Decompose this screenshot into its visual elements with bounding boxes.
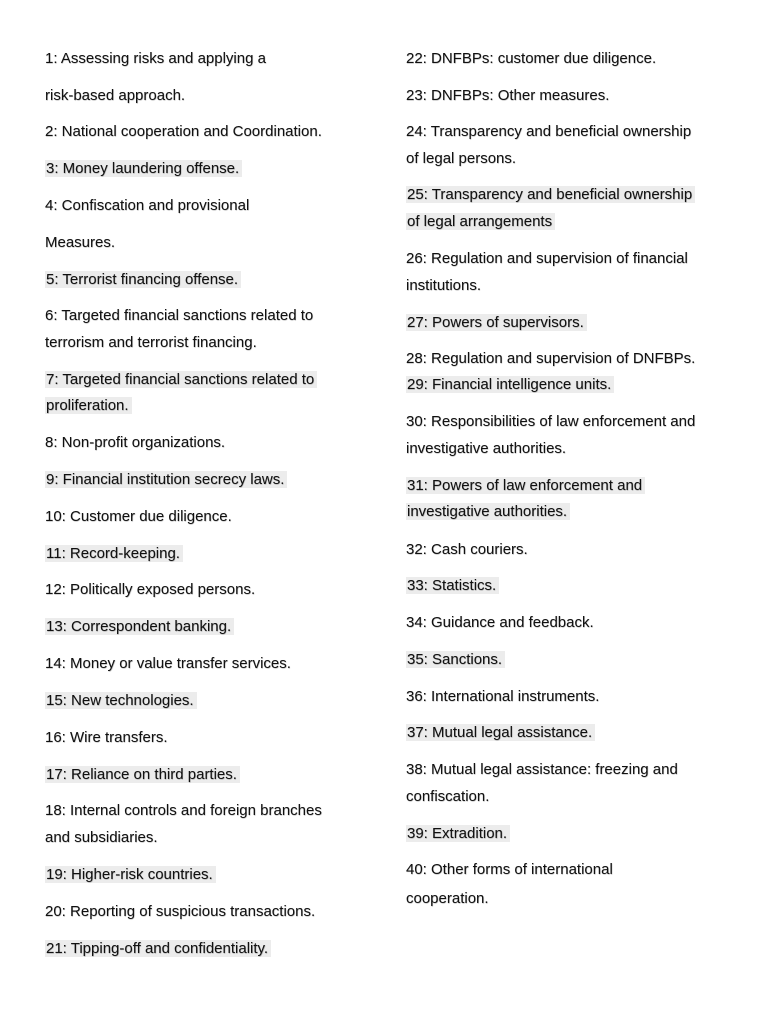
- recommendation-line: [406, 649, 505, 671]
- recommendation-line: [406, 859, 613, 881]
- recommendation-line: [406, 686, 599, 708]
- recommendation-line: [406, 275, 481, 297]
- recommendation-line: [406, 501, 570, 523]
- recommendation-text: 14: Money or value transfer services.: [45, 655, 291, 672]
- recommendation-line: [406, 48, 656, 70]
- recommendation-text: 8: Non-profit organizations.: [45, 434, 226, 451]
- recommendation-text: 28: Regulation and supervision of DNFBPs.: [406, 350, 696, 367]
- recommendation-line: [406, 786, 489, 808]
- recommendation-line: [406, 539, 528, 561]
- recommendation-text: of legal persons.: [406, 150, 517, 167]
- recommendation-text: 22: DNFBPs: customer due diligence.: [406, 50, 657, 67]
- recommendation-line: [45, 395, 132, 417]
- recommendation-line: [45, 332, 257, 354]
- recommendation-text: Measures.: [45, 234, 116, 251]
- recommendation-line: [406, 575, 499, 597]
- recommendation-line: [406, 85, 609, 107]
- recommendation-line: [406, 348, 695, 370]
- recommendation-line: [45, 269, 241, 291]
- recommendation-line: [45, 938, 271, 960]
- recommendation-line: [45, 195, 249, 217]
- recommendation-text: 11: Record-keeping.: [45, 545, 183, 562]
- recommendation-text: 29: Financial intelligence units.: [406, 376, 614, 393]
- recommendation-line: [406, 248, 688, 270]
- recommendation-text: 1: Assessing risks and applying a: [45, 50, 266, 67]
- recommendation-line: [45, 827, 158, 849]
- recommendation-line: [45, 506, 232, 528]
- recommendation-text: of legal arrangements: [406, 213, 555, 230]
- recommendation-line: [406, 823, 510, 845]
- recommendation-text: 35: Sanctions.: [406, 651, 505, 668]
- recommendation-text: 12: Politically exposed persons.: [45, 581, 256, 598]
- recommendation-text: 21: Tipping-off and confidentiality.: [45, 940, 271, 957]
- recommendation-text: 15: New technologies.: [45, 692, 197, 709]
- recommendation-text: investigative authorities.: [406, 503, 570, 520]
- recommendation-text: 9: Financial institution secrecy laws.: [45, 471, 287, 488]
- recommendation-text: 17: Reliance on third parties.: [45, 766, 240, 783]
- recommendation-text: 19: Higher-risk countries.: [45, 866, 216, 883]
- recommendation-line: [406, 475, 645, 497]
- recommendation-text: institutions.: [406, 277, 482, 294]
- recommendation-text: 23: DNFBPs: Other measures.: [406, 87, 610, 104]
- recommendation-line: [45, 305, 313, 327]
- recommendation-line: [45, 579, 255, 601]
- recommendation-line: [406, 759, 678, 781]
- recommendation-text: 6: Targeted financial sanctions related to: [45, 307, 314, 324]
- recommendation-text: 34: Guidance and feedback.: [406, 614, 594, 631]
- recommendation-text: 32: Cash couriers.: [406, 541, 528, 558]
- recommendation-line: [45, 653, 291, 675]
- recommendation-line: [45, 158, 242, 180]
- recommendation-text: 26: Regulation and supervision of financial: [406, 250, 688, 267]
- recommendation-line: [45, 764, 240, 786]
- recommendation-line: [406, 184, 695, 206]
- recommendation-text: confiscation.: [406, 788, 490, 805]
- recommendation-text: 24: Transparency and beneficial ownership: [406, 123, 692, 140]
- recommendation-line: [406, 148, 516, 170]
- recommendation-line: [45, 432, 225, 454]
- recommendation-text: 39: Extradition.: [406, 825, 510, 842]
- recommendation-text: risk-based approach.: [45, 87, 186, 104]
- recommendation-text: 2: National cooperation and Coordination.: [45, 123, 322, 140]
- recommendation-line: [45, 616, 234, 638]
- recommendation-line: [406, 722, 595, 744]
- recommendation-text: and subsidiaries.: [45, 829, 158, 846]
- recommendation-text: 36: International instruments.: [406, 688, 600, 705]
- recommendation-line: [45, 690, 197, 712]
- recommendation-text: cooperation.: [406, 890, 489, 907]
- recommendation-line: [45, 369, 317, 391]
- recommendation-text: 7: Targeted financial sanctions related to: [45, 371, 317, 388]
- recommendation-line: [45, 48, 266, 70]
- recommendation-line: [45, 469, 287, 491]
- recommendation-line: [406, 211, 555, 233]
- recommendation-line: [45, 727, 168, 749]
- recommendation-line: [45, 543, 183, 565]
- recommendation-text: investigative authorities.: [406, 440, 567, 457]
- recommendation-text: 30: Responsibilities of law enforcement and: [406, 413, 696, 430]
- recommendation-text: 18: Internal controls and foreign branches: [45, 802, 322, 819]
- recommendation-text: 25: Transparency and beneficial ownership: [406, 186, 695, 203]
- recommendation-text: 37: Mutual legal assistance.: [406, 724, 595, 741]
- recommendation-text: 16: Wire transfers.: [45, 729, 168, 746]
- recommendation-line: [406, 888, 489, 910]
- recommendation-line: [406, 612, 594, 634]
- recommendation-line: [45, 121, 322, 143]
- recommendation-text: 3: Money laundering offense.: [45, 160, 242, 177]
- recommendation-text: terrorism and terrorist financing.: [45, 334, 257, 351]
- recommendation-line: [406, 121, 691, 143]
- recommendation-text: 40: Other forms of international: [406, 861, 613, 878]
- recommendation-text: 38: Mutual legal assistance: freezing and: [406, 761, 678, 778]
- recommendation-line: [45, 800, 322, 822]
- recommendation-text: 5: Terrorist financing offense.: [45, 271, 241, 288]
- recommendation-line: [406, 374, 614, 396]
- recommendation-text: 4: Confiscation and provisional: [45, 197, 250, 214]
- recommendation-line: [45, 864, 216, 886]
- recommendation-text: 33: Statistics.: [406, 577, 499, 594]
- recommendation-line: [406, 438, 566, 460]
- recommendation-text: 20: Reporting of suspicious transactions.: [45, 903, 316, 920]
- recommendation-line: [45, 85, 185, 107]
- recommendation-text: proliferation.: [45, 397, 132, 414]
- recommendation-line: [45, 232, 115, 254]
- recommendation-line: [45, 901, 315, 923]
- recommendation-line: [406, 411, 695, 433]
- recommendation-text: 27: Powers of supervisors.: [406, 314, 587, 331]
- recommendation-text: 13: Correspondent banking.: [45, 618, 234, 635]
- recommendation-text: 31: Powers of law enforcement and: [406, 477, 645, 494]
- recommendation-line: [406, 312, 587, 334]
- recommendation-text: 10: Customer due diligence.: [45, 508, 232, 525]
